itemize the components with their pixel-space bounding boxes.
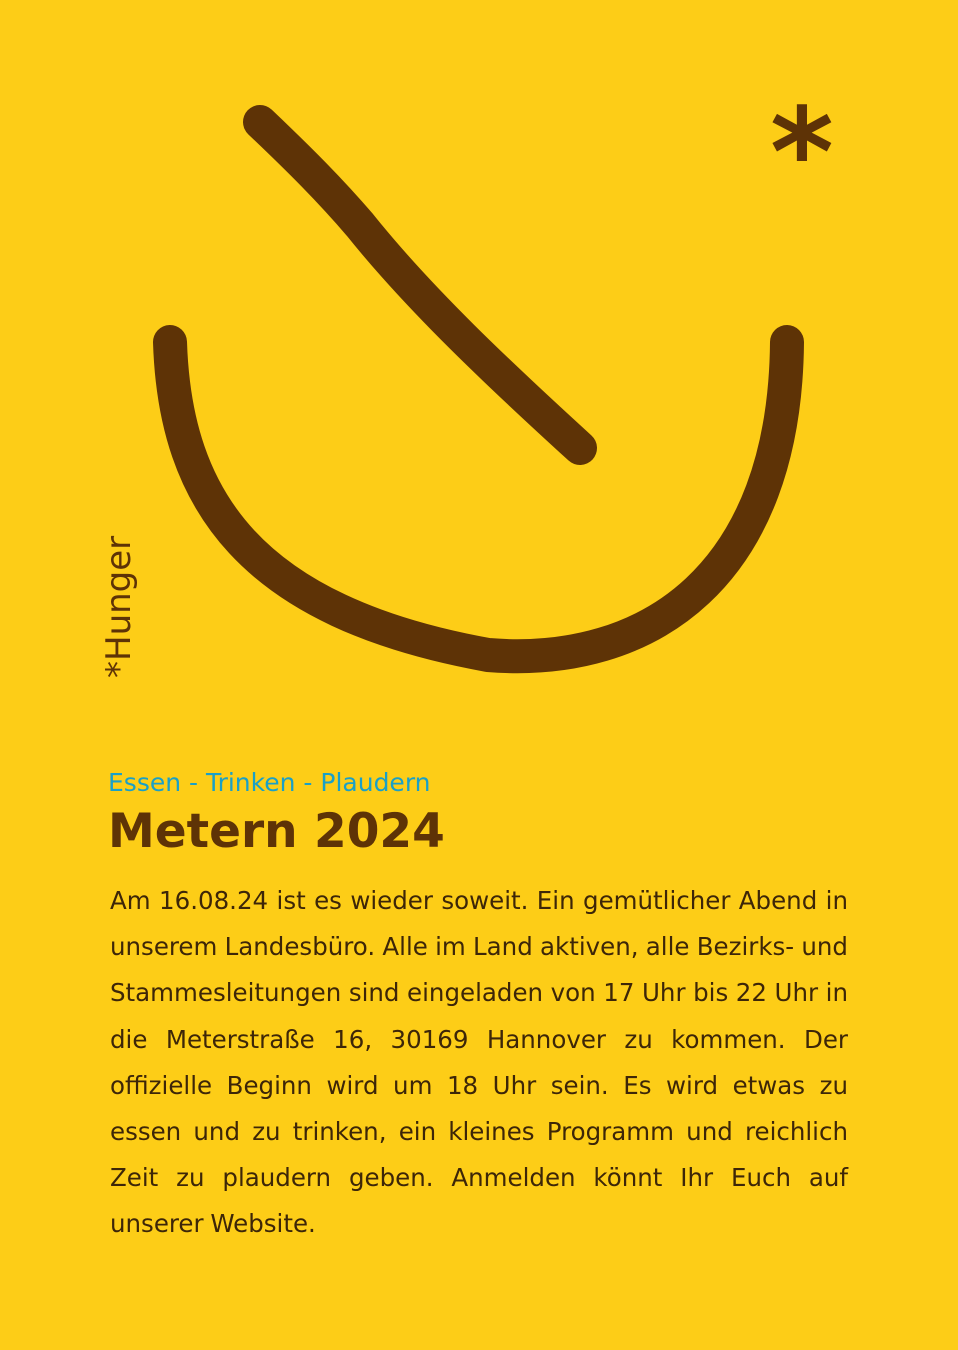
smiley-wink-stroke <box>260 122 580 448</box>
asterisk-mark: * <box>770 82 834 224</box>
hunger-label: *Hunger <box>99 535 139 678</box>
body-paragraph: Am 16.08.24 ist es wieder soweit. Ein gemütlicher Abend in unserem Landesbüro. Alle im Land aktiven, alle Bezirks- und Stammesleitungen sind eingeladen von 17 Uhr bis 22 Uhr in die Meterstraße 16, 30169 Hannover zu kommen. Der offizielle Beginn wird um 18 Uhr sein. Es wird etwas zu essen und zu trinken, ein kleines Programm und reichlich Zeit zu plaudern geben. Anmelden könnt Ihr Euch auf unserer Website. <box>110 886 848 1239</box>
tagline: Essen - Trinken - Plaudern <box>108 768 431 797</box>
page-title: Metern 2024 <box>108 804 445 859</box>
smiley-mouth-stroke <box>170 342 787 656</box>
